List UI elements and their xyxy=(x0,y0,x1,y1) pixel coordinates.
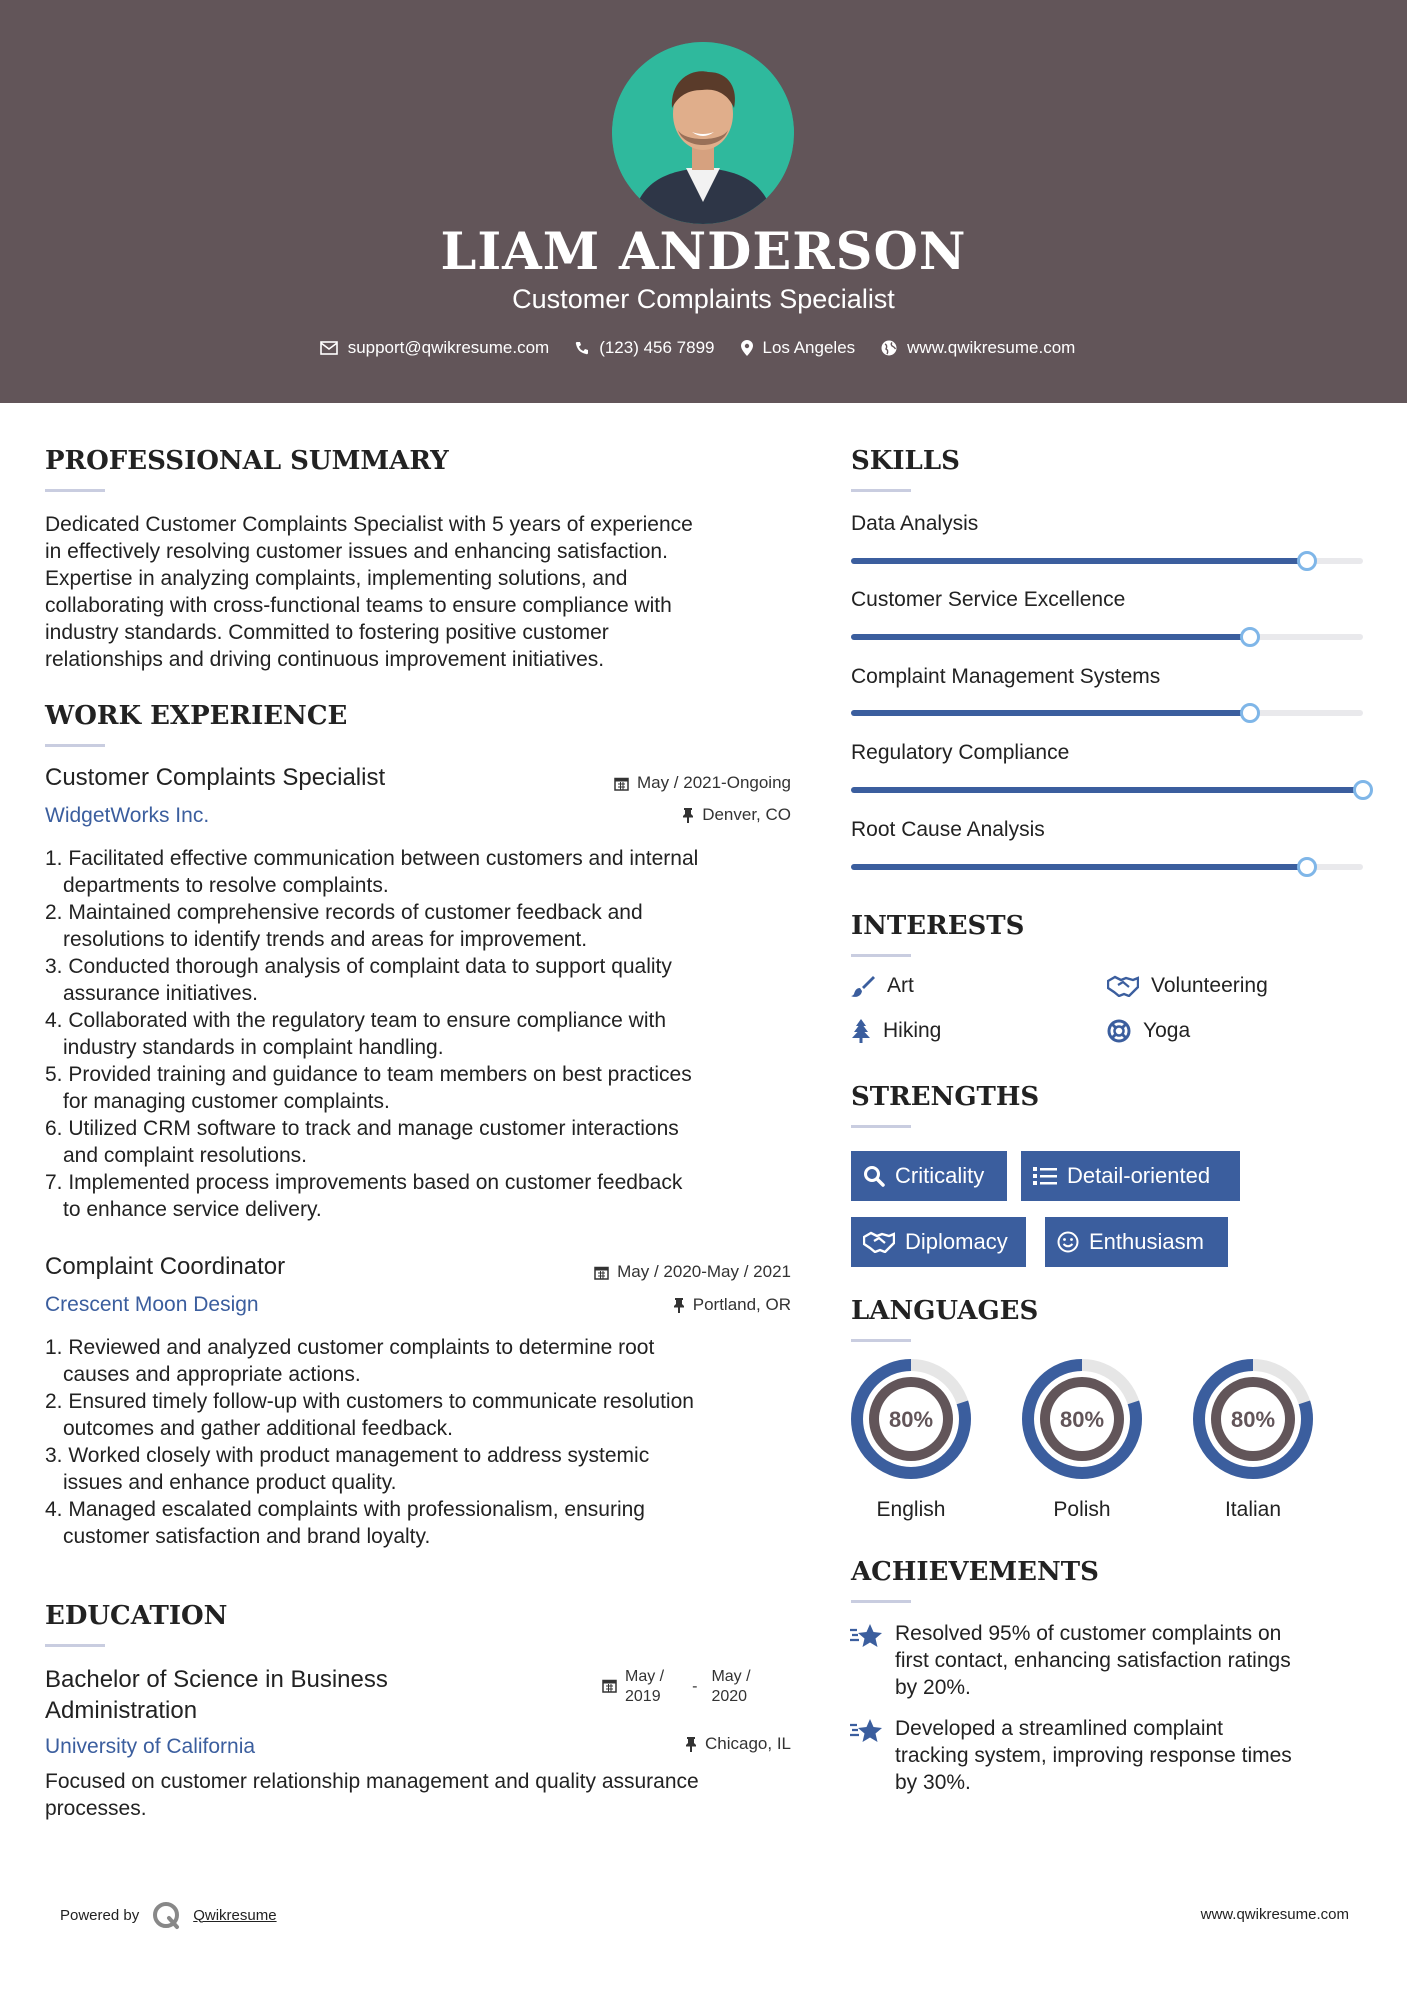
achievement-line: Developed a streamlined complaint xyxy=(895,1717,1224,1740)
qwikresume-logo xyxy=(151,1900,181,1930)
bullet-line: customer satisfaction and brand loyalty. xyxy=(63,1525,431,1548)
brand-link[interactable]: Qwikresume xyxy=(193,1906,277,1924)
contact-location-text: Los Angeles xyxy=(762,338,856,357)
language-ring xyxy=(849,1357,973,1481)
calendar-icon xyxy=(594,1265,609,1280)
interest-item xyxy=(1107,1019,1190,1043)
job-location xyxy=(682,805,791,825)
skill-bar-knob xyxy=(1240,703,1260,723)
language-label: Polish xyxy=(1053,1498,1111,1521)
list-item xyxy=(45,1442,795,1496)
phone-icon xyxy=(575,341,589,355)
handshake-icon xyxy=(863,1231,895,1253)
strength-label: Diplomacy xyxy=(905,1229,1008,1254)
experience-heading: WORK EXPERIENCE xyxy=(45,701,348,731)
bullet-line: 1. Facilitated effective communication between customers and internal xyxy=(45,847,699,870)
bullet-line: assurance initiatives. xyxy=(63,982,258,1005)
contact-phone[interactable] xyxy=(575,338,714,358)
skills-heading-underline xyxy=(851,489,911,492)
language-label: Italian xyxy=(1224,1498,1282,1521)
summary-text xyxy=(45,511,785,673)
education-heading-underline xyxy=(45,1644,105,1647)
strength-chip xyxy=(851,1151,1007,1201)
experience-heading-underline xyxy=(45,744,105,747)
skill-label: Customer Service Excellence xyxy=(851,588,1126,611)
bullet-line: resolutions to identify trends and areas for improvement. xyxy=(63,928,588,951)
skill-label: Root Cause Analysis xyxy=(851,818,1045,841)
education-location xyxy=(685,1734,791,1754)
list-item xyxy=(45,1115,795,1169)
globe-icon xyxy=(881,340,897,356)
degree-line: Bachelor of Science in Business xyxy=(45,1666,388,1693)
language-item xyxy=(1020,1357,1144,1522)
contact-location xyxy=(741,338,856,358)
skill-bar xyxy=(851,710,1363,716)
paintbrush-icon xyxy=(851,974,875,998)
interest-label: Hiking xyxy=(883,1019,942,1042)
bullet-line: 2. Maintained comprehensive records of customer feedback and xyxy=(45,901,643,924)
job-company: WidgetWorks Inc. xyxy=(45,804,210,827)
job-date xyxy=(614,773,791,793)
language-label: English xyxy=(876,1498,946,1521)
strength-chip xyxy=(851,1217,1026,1267)
skill-bar-fill xyxy=(851,864,1307,870)
summary-line: Expertise in analyzing complaints, implementing solutions, and xyxy=(45,567,628,590)
tree-icon xyxy=(851,1019,871,1043)
star-icon xyxy=(849,1717,885,1745)
achievement-text xyxy=(895,1620,1291,1701)
language-item xyxy=(849,1357,973,1522)
list-item xyxy=(45,845,795,899)
summary-heading: PROFESSIONAL SUMMARY xyxy=(45,446,449,476)
language-item xyxy=(1191,1357,1315,1522)
interest-label: Art xyxy=(887,974,914,997)
date-part: May / xyxy=(711,1668,751,1685)
achievement-line: Resolved 95% of customer complaints on xyxy=(895,1622,1282,1645)
school-name: University of California xyxy=(45,1735,256,1758)
bullet-line: industry standards in complaint handling. xyxy=(63,1036,444,1059)
achievements-heading-underline xyxy=(851,1600,911,1603)
contact-email-text: support@qwikresume.com xyxy=(347,338,550,357)
candidate-name: LIAM ANDERSON xyxy=(440,222,967,282)
list-item xyxy=(45,1007,795,1061)
date-part: 2020 xyxy=(711,1688,748,1705)
pushpin-icon xyxy=(685,1737,697,1752)
envelope-icon xyxy=(320,341,338,355)
job-date xyxy=(594,1262,791,1282)
job-bullet-list xyxy=(45,1334,795,1550)
list-icon xyxy=(1033,1166,1057,1186)
summary-line: industry standards. Committed to fostering positive customer xyxy=(45,621,609,644)
interest-item xyxy=(1107,974,1268,998)
contact-phone-text: (123) 456 7899 xyxy=(599,338,715,357)
summary-line: in effectively resolving customer issues and enhancing satisfaction. xyxy=(45,540,668,563)
footer-powered-by xyxy=(60,1900,277,1930)
achievement-line: by 20%. xyxy=(895,1676,971,1699)
contact-bar xyxy=(0,338,1407,358)
strengths-heading-underline xyxy=(851,1125,911,1128)
languages-heading: LANGUAGES xyxy=(851,1296,1039,1326)
interest-item xyxy=(851,974,914,998)
degree-line: Administration xyxy=(45,1697,198,1724)
job-date-text: May / 2020-May / 2021 xyxy=(617,1262,791,1281)
bullet-line: 5. Provided training and guidance to team members on best practices xyxy=(45,1063,692,1086)
skill-bar xyxy=(851,864,1363,870)
education-description xyxy=(45,1768,805,1822)
achievement-text xyxy=(895,1715,1292,1796)
list-item xyxy=(45,899,795,953)
languages-heading-underline xyxy=(851,1339,911,1342)
date-part: May / xyxy=(625,1668,665,1685)
achievement-line: tracking system, improving response times xyxy=(895,1744,1292,1767)
strengths-heading: STRENGTHS xyxy=(851,1082,1040,1112)
education-heading: EDUCATION xyxy=(45,1601,228,1631)
skill-bar-fill xyxy=(851,634,1250,640)
list-item xyxy=(45,1061,795,1115)
achievement-item xyxy=(849,1715,1292,1796)
list-item xyxy=(45,1496,795,1550)
bullet-line: 7. Implemented process improvements based on customer feedback xyxy=(45,1171,683,1194)
bullet-line: 4. Collaborated with the regulatory team to ensure compliance with xyxy=(45,1009,666,1032)
calendar-icon xyxy=(614,776,629,791)
bullet-line: 6. Utilized CRM software to track and manage customer interactions xyxy=(45,1117,679,1140)
person-portrait-icon xyxy=(612,42,794,224)
bullet-line: to enhance service delivery. xyxy=(63,1198,322,1221)
skill-label: Complaint Management Systems xyxy=(851,665,1161,688)
list-item xyxy=(45,1169,795,1223)
education-desc-line: processes. xyxy=(45,1797,147,1820)
achievement-item xyxy=(849,1620,1291,1701)
date-part: 2019 xyxy=(625,1688,661,1705)
contact-website-text: www.qwikresume.com xyxy=(907,338,1076,357)
strength-label: Detail-oriented xyxy=(1067,1163,1211,1188)
skill-label: Data Analysis xyxy=(851,512,979,535)
pushpin-icon xyxy=(682,808,694,823)
profile-photo xyxy=(612,42,794,224)
language-percent: 80% xyxy=(888,1407,934,1432)
skill-bar-fill xyxy=(851,787,1363,793)
degree-title xyxy=(45,1664,388,1726)
language-ring xyxy=(1191,1357,1315,1481)
bullet-line: 4. Managed escalated complaints with professionalism, ensuring xyxy=(45,1498,645,1521)
achievement-line: first contact, enhancing satisfaction ratings xyxy=(895,1649,1291,1672)
bullet-line: 2. Ensured timely follow-up with customers to communicate resolution xyxy=(45,1390,694,1413)
skill-bar-fill xyxy=(851,710,1250,716)
bullet-line: 3. Conducted thorough analysis of complaint data to support quality xyxy=(45,955,672,978)
job-title: Complaint Coordinator xyxy=(45,1253,286,1280)
summary-heading-underline xyxy=(45,489,105,492)
language-percent: 80% xyxy=(1059,1407,1105,1432)
strength-label: Enthusiasm xyxy=(1089,1229,1204,1254)
summary-line: relationships and driving continuous improvement initiatives. xyxy=(45,648,605,671)
skill-bar-knob xyxy=(1297,857,1317,877)
education-desc-line: Focused on customer relationship management and quality assurance xyxy=(45,1770,699,1793)
bullet-line: for managing customer complaints. xyxy=(63,1090,390,1113)
search-icon xyxy=(863,1165,885,1187)
candidate-role: Customer Complaints Specialist xyxy=(512,284,895,314)
bullet-line: and complaint resolutions. xyxy=(63,1144,307,1167)
contact-email[interactable] xyxy=(320,338,550,358)
bullet-line: 3. Worked closely with product management to address systemic xyxy=(45,1444,650,1467)
skill-bar xyxy=(851,634,1363,640)
smile-icon xyxy=(1057,1231,1079,1253)
pushpin-icon xyxy=(673,1298,685,1313)
education-location-text: Chicago, IL xyxy=(705,1734,791,1753)
handshake-icon xyxy=(1107,975,1139,997)
contact-website[interactable] xyxy=(881,338,1075,358)
skill-bar xyxy=(851,558,1363,564)
language-percent: 80% xyxy=(1230,1407,1276,1432)
job-date-text: May / 2021-Ongoing xyxy=(636,773,791,792)
skill-bar-knob xyxy=(1240,627,1260,647)
list-item xyxy=(45,953,795,1007)
star-icon xyxy=(849,1622,885,1650)
education-date-from xyxy=(625,1667,664,1707)
job-location-text: Denver, CO xyxy=(702,805,791,824)
resume-header xyxy=(0,0,1407,403)
job-title: Customer Complaints Specialist xyxy=(45,764,386,791)
job-location xyxy=(673,1295,791,1315)
interest-label: Yoga xyxy=(1143,1019,1191,1042)
calendar-icon xyxy=(602,1678,617,1693)
bullet-line: causes and appropriate actions. xyxy=(63,1363,361,1386)
interest-item xyxy=(851,1019,941,1043)
interest-label: Volunteering xyxy=(1151,974,1268,997)
list-item xyxy=(45,1388,795,1442)
job-bullet-list xyxy=(45,845,795,1223)
achievements-heading: ACHIEVEMENTS xyxy=(851,1557,1099,1587)
skill-bar-knob xyxy=(1297,551,1317,571)
strength-chip xyxy=(1021,1151,1240,1201)
achievement-line: by 30%. xyxy=(895,1771,971,1794)
language-ring xyxy=(1020,1357,1144,1481)
skill-label: Regulatory Compliance xyxy=(851,741,1070,764)
job-company: Crescent Moon Design xyxy=(45,1293,259,1316)
interests-heading-underline xyxy=(851,954,911,957)
bullet-line: departments to resolve complaints. xyxy=(63,874,389,897)
list-item xyxy=(45,1334,795,1388)
map-pin-icon xyxy=(741,340,753,356)
summary-line: Dedicated Customer Complaints Specialist with 5 years of experience xyxy=(45,513,693,536)
bullet-line: issues and enhance product quality. xyxy=(63,1471,397,1494)
lifebuoy-icon xyxy=(1107,1019,1131,1043)
footer-website[interactable]: www.qwikresume.com xyxy=(1200,1906,1349,1923)
skill-bar xyxy=(851,787,1363,793)
education-date-to xyxy=(711,1667,750,1707)
powered-by-label: Powered by xyxy=(60,1906,140,1924)
skill-bar-knob xyxy=(1353,780,1373,800)
strength-label: Criticality xyxy=(895,1163,985,1188)
interests-heading: INTERESTS xyxy=(851,911,1025,941)
strength-chip xyxy=(1045,1217,1228,1267)
education-date xyxy=(602,1667,751,1707)
bullet-line: outcomes and gather additional feedback. xyxy=(63,1417,453,1440)
job-location-text: Portland, OR xyxy=(692,1295,791,1314)
date-separator: - xyxy=(692,1678,698,1695)
bullet-line: 1. Reviewed and analyzed customer complaints to determine root xyxy=(45,1336,655,1359)
skills-heading: SKILLS xyxy=(851,446,960,476)
summary-line: collaborating with cross-functional teams to ensure compliance with xyxy=(45,594,672,617)
skill-bar-fill xyxy=(851,558,1307,564)
